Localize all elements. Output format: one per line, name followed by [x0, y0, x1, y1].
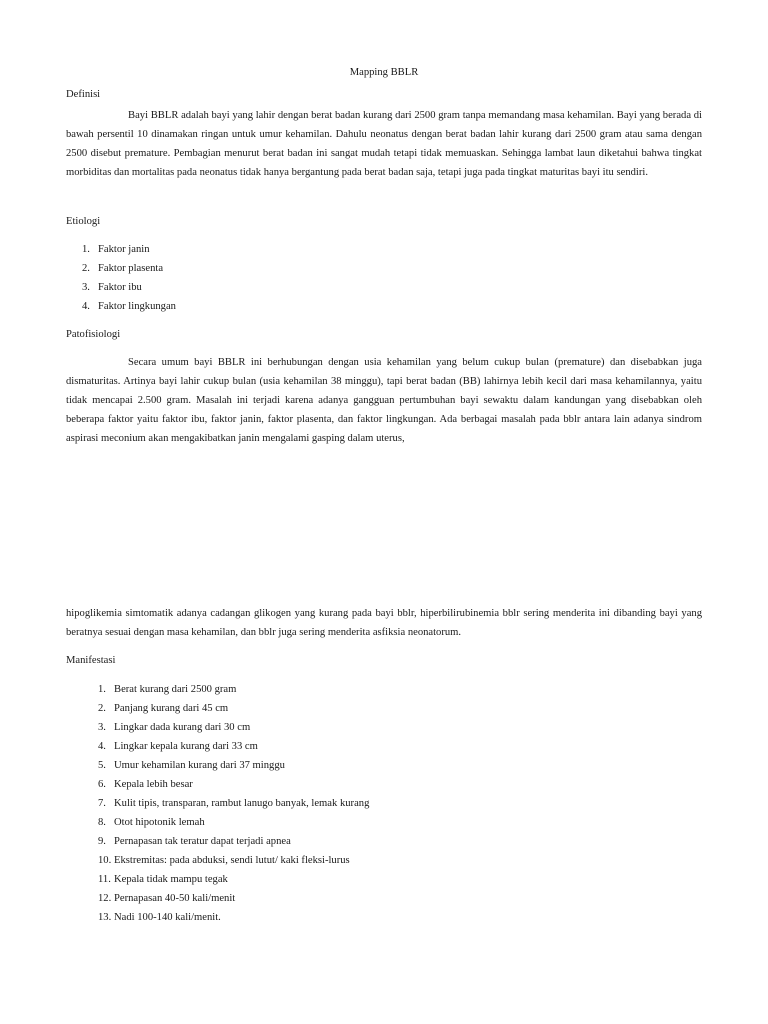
list-item-number: 3. — [98, 722, 106, 733]
list-item-text: Faktor plasenta — [98, 263, 164, 274]
list-item — [98, 718, 251, 737]
list-item-number: 4. — [98, 741, 106, 752]
list-item-text: Panjang kurang dari 45 cm — [114, 703, 229, 714]
list-item-number: 8. — [98, 817, 106, 828]
list-item-number: 12. — [98, 893, 112, 904]
list-item — [98, 699, 229, 718]
list-item-text: Ekstremitas: pada abduksi, sendi lutut/ kaki fleksi-lurus — [114, 855, 350, 866]
heading-etiologi: Etiologi — [66, 216, 101, 227]
list-item-text: Faktor ibu — [98, 282, 142, 293]
patofisiologi-paragraph-2: hipoglikemia simtomatik adanya cadangan glikogen yang kurang pada bayi bblr, hiperbilirubinemia bblr sering menderita ini dibanding bayi yang beratnya sesuai dengan masa kehamilan, dan bblr juga sering menderita asfiksia neonatorum. — [66, 608, 702, 639]
heading-manifestasi: Manifestasi — [66, 655, 116, 666]
list-item-number: 10. — [98, 855, 112, 866]
list-item-text: Kepala tidak mampu tegak — [114, 874, 228, 885]
list-item — [98, 870, 228, 889]
list-item — [98, 794, 370, 813]
list-item-number: 2. — [98, 703, 106, 714]
heading-patofisiologi: Patofisiologi — [66, 329, 121, 340]
list-item — [82, 297, 176, 316]
list-item-text: Lingkar dada kurang dari 30 cm — [114, 722, 251, 733]
heading-definisi: Definisi — [66, 89, 101, 100]
list-item-number: 11. — [98, 874, 111, 885]
list-item-number: 1. — [82, 244, 90, 255]
list-item-text: Pernapasan 40-50 kali/menit — [114, 893, 236, 904]
list-item-text: Kepala lebih besar — [114, 779, 193, 790]
list-item-number: 7. — [98, 798, 106, 809]
list-item — [98, 756, 285, 775]
list-item — [98, 775, 193, 794]
list-item — [82, 259, 164, 278]
list-item-text: Umur kehamilan kurang dari 37 minggu — [114, 760, 285, 771]
list-item — [98, 908, 221, 927]
list-item — [98, 851, 350, 870]
patofisiologi-paragraph-1: Secara umum bayi BBLR ini berhubungan dengan usia kehamilan yang belum cukup bulan (premature) dan disebabkan juga dismaturitas. Artinya bayi lahir cukup bulan (usia kehamilan 38 minggu), tapi berat badan (BB) lahirnya lebih kecil dari masa kehamilannya, yaitu tidak mencapai 2.500 gram. Masalah ini terjadi karena adanya gangguan pertumbuhan bayi sewaktu dalam kandungan yang disebabkan oleh beberapa faktor yaitu faktor ibu, faktor janin, faktor plasenta, dan faktor lingkungan. Ada berbagai masalah pada bblr antara lain adanya sindrom aspirasi meconium akan mengakibatkan janin mengalami gasping dalam uterus, — [66, 357, 702, 445]
list-item — [98, 680, 237, 699]
document-title: Mapping BBLR — [349, 67, 419, 78]
list-item-number: 6. — [98, 779, 106, 790]
list-item — [98, 737, 258, 756]
list-item — [82, 278, 142, 297]
list-item — [82, 240, 150, 259]
list-item — [98, 832, 291, 851]
list-item-number: 3. — [82, 282, 90, 293]
list-item-text: Lingkar kepala kurang dari 33 cm — [114, 741, 258, 752]
list-item-number: 1. — [98, 684, 106, 695]
list-item-text: Faktor janin — [98, 244, 150, 255]
list-item-number: 9. — [98, 836, 106, 847]
list-item-number: 4. — [82, 301, 90, 312]
etiologi-list — [82, 240, 176, 316]
list-item — [98, 813, 205, 832]
list-item-number: 2. — [82, 263, 90, 274]
list-item — [98, 889, 236, 908]
list-item-text: Nadi 100-140 kali/menit. — [114, 912, 221, 923]
list-item-text: Berat kurang dari 2500 gram — [114, 684, 237, 695]
list-item-text: Otot hipotonik lemah — [114, 817, 205, 828]
manifestasi-list — [98, 680, 370, 927]
list-item-text: Pernapasan tak teratur dapat terjadi apnea — [114, 836, 291, 847]
list-item-text: Faktor lingkungan — [98, 301, 176, 312]
definisi-paragraph: Bayi BBLR adalah bayi yang lahir dengan berat badan kurang dari 2500 gram tanpa memandang masa kehamilan. Bayi yang berada di bawah persentil 10 dinamakan ringan untuk umur kehamilan. Dahulu neonatus dengan berat badan lahir kurang dari 2500 gram atau sama dengan 2500 disebut premature. Pembagian menurut berat badan ini sangat mudah tetapi tidak memuaskan. Sehingga lambat laun diketahui bahwa tingkat morbiditas dan mortalitas pada neonatus tidak hanya bergantung pada berat badan saja, tetapi juga pada tingkat maturitas bayi itu sendiri. — [66, 110, 702, 179]
list-item-number: 5. — [98, 760, 106, 771]
list-item-number: 13. — [98, 912, 112, 923]
list-item-text: Kulit tipis, transparan, rambut lanugo banyak, lemak kurang — [114, 798, 370, 809]
